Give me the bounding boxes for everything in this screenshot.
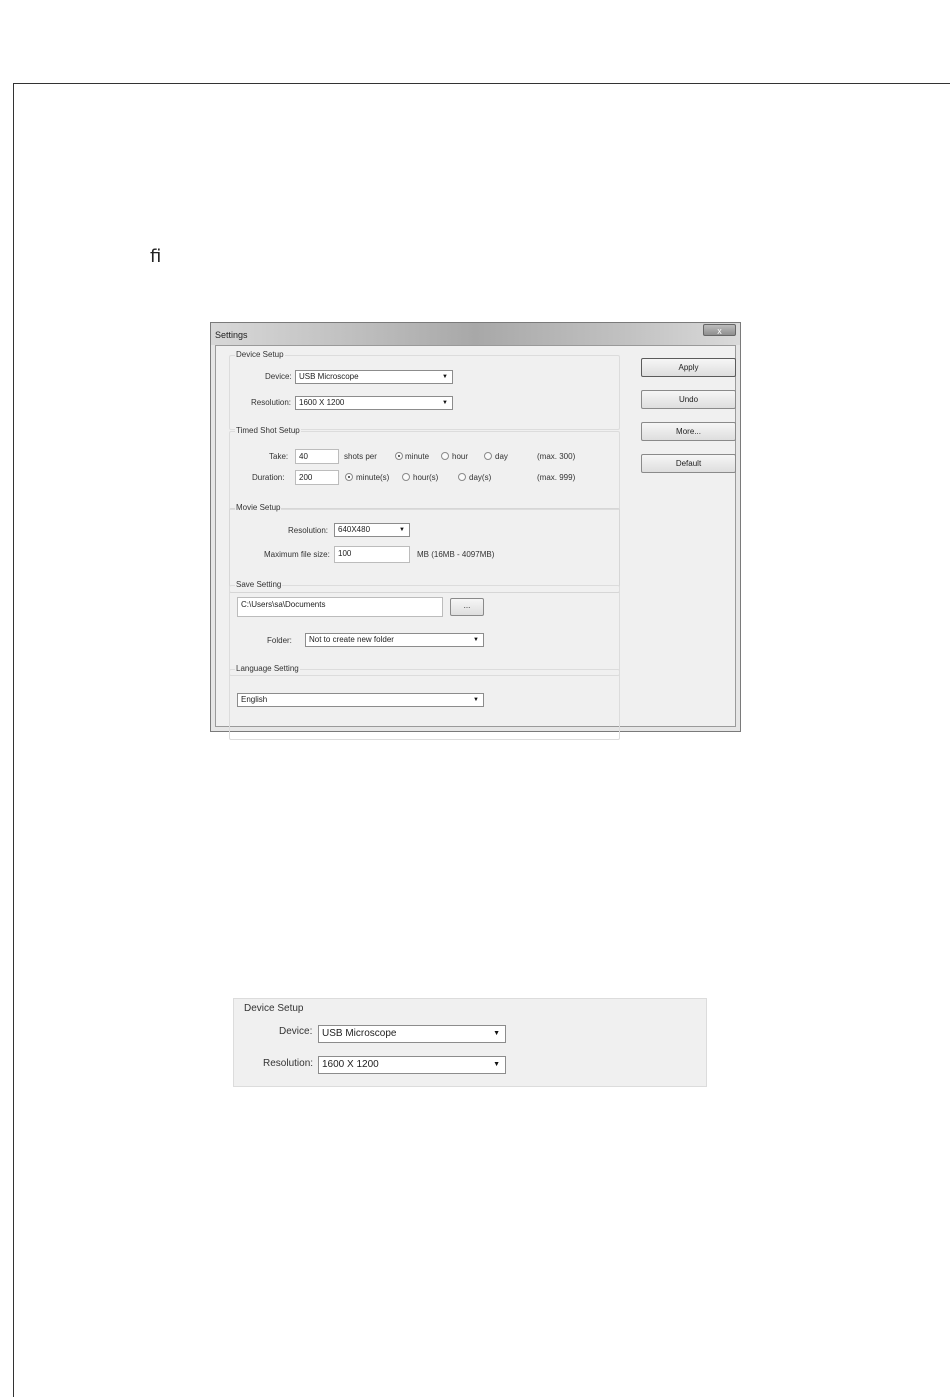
- max-file-range-label: MB (16MB - 4097MB): [417, 550, 495, 559]
- apply-button[interactable]: Apply: [641, 358, 736, 377]
- browse-button[interactable]: ...: [450, 598, 484, 616]
- zoom-device-select-value: USB Microscope: [322, 1028, 397, 1039]
- device-select[interactable]: [295, 370, 453, 384]
- duration-input[interactable]: 200: [295, 470, 339, 485]
- close-button[interactable]: x: [703, 324, 736, 336]
- page-left-rule: [13, 83, 14, 1397]
- duration-label: Duration:: [252, 473, 285, 482]
- duration-days-radio[interactable]: [458, 473, 466, 481]
- language-setting-label: Language Setting: [236, 664, 299, 673]
- folder-select[interactable]: [305, 633, 484, 647]
- resolution-label: Resolution:: [251, 398, 292, 407]
- undo-button[interactable]: Undo: [641, 390, 736, 409]
- zoom-device-label: Device:: [279, 1026, 313, 1037]
- resolution-select[interactable]: [295, 396, 453, 410]
- movie-resolution-select[interactable]: [334, 523, 410, 537]
- folder-label: Folder:: [267, 636, 292, 645]
- save-setting-label: Save Setting: [236, 580, 282, 589]
- duration-minutes-radio[interactable]: [345, 473, 353, 481]
- chevron-down-icon: ▼: [493, 1061, 500, 1068]
- more-button[interactable]: More...: [641, 422, 736, 441]
- save-path-input[interactable]: C:\Users\sa\Documents: [237, 597, 443, 617]
- chevron-down-icon: ▼: [493, 1030, 500, 1037]
- chevron-down-icon: ▼: [399, 527, 405, 533]
- zoom-resolution-label: Resolution:: [263, 1058, 314, 1069]
- take-hour-radio[interactable]: [441, 452, 449, 460]
- take-input[interactable]: 40: [295, 449, 339, 464]
- duration-days-label: day(s): [469, 473, 492, 482]
- take-max-label: (max. 300): [537, 452, 576, 461]
- take-day-label: day: [495, 452, 508, 461]
- movie-resolution-label: Resolution:: [288, 526, 329, 535]
- title-bar[interactable]: [211, 323, 740, 345]
- window-title: Settings: [215, 330, 248, 340]
- device-setup-zoom-panel: [233, 998, 707, 1087]
- zoom-resolution-select-value: 1600 X 1200: [322, 1059, 379, 1070]
- duration-minutes-label: minute(s): [356, 473, 390, 482]
- settings-window: [210, 322, 741, 732]
- chevron-down-icon: ▼: [473, 697, 479, 703]
- folder-select-value: Not to create new folder: [309, 635, 394, 644]
- take-day-radio[interactable]: [484, 452, 492, 460]
- max-file-size-label: Maximum file size:: [264, 550, 330, 559]
- movie-setup-label: Movie Setup: [236, 503, 281, 512]
- movie-resolution-value: 640X480: [338, 525, 371, 534]
- shots-per-label: shots per: [344, 452, 377, 461]
- dialog-client: [215, 345, 736, 727]
- device-label: Device:: [265, 372, 292, 381]
- language-select-value: English: [241, 695, 268, 704]
- page-glyph: ﬁ: [150, 246, 162, 267]
- timed-shot-label: Timed Shot Setup: [236, 426, 300, 435]
- duration-hours-label: hour(s): [413, 473, 439, 482]
- take-minute-radio[interactable]: [395, 452, 403, 460]
- device-setup-label: Device Setup: [236, 350, 284, 359]
- default-button[interactable]: Default: [641, 454, 736, 473]
- take-hour-label: hour: [452, 452, 469, 461]
- timed-shot-group: [229, 426, 620, 510]
- chevron-down-icon: ▼: [442, 400, 448, 406]
- device-select-value: USB Microscope: [299, 372, 359, 381]
- duration-hours-radio[interactable]: [402, 473, 410, 481]
- chevron-down-icon: ▼: [473, 637, 479, 643]
- device-setup-group: [229, 350, 620, 430]
- language-setting-group: [229, 664, 620, 740]
- page-top-rule: [13, 83, 950, 84]
- duration-max-label: (max. 999): [537, 473, 576, 482]
- save-setting-group: [229, 580, 620, 676]
- take-label: Take:: [269, 452, 289, 461]
- resolution-select-value: 1600 X 1200: [299, 398, 345, 407]
- zoom-device-setup-label: Device Setup: [244, 1003, 304, 1014]
- zoom-device-select[interactable]: [318, 1025, 506, 1043]
- zoom-resolution-select[interactable]: [318, 1056, 506, 1074]
- chevron-down-icon: ▼: [442, 374, 448, 380]
- language-select[interactable]: [237, 693, 484, 707]
- max-file-size-input[interactable]: 100: [334, 546, 410, 563]
- take-minute-label: minute: [405, 452, 430, 461]
